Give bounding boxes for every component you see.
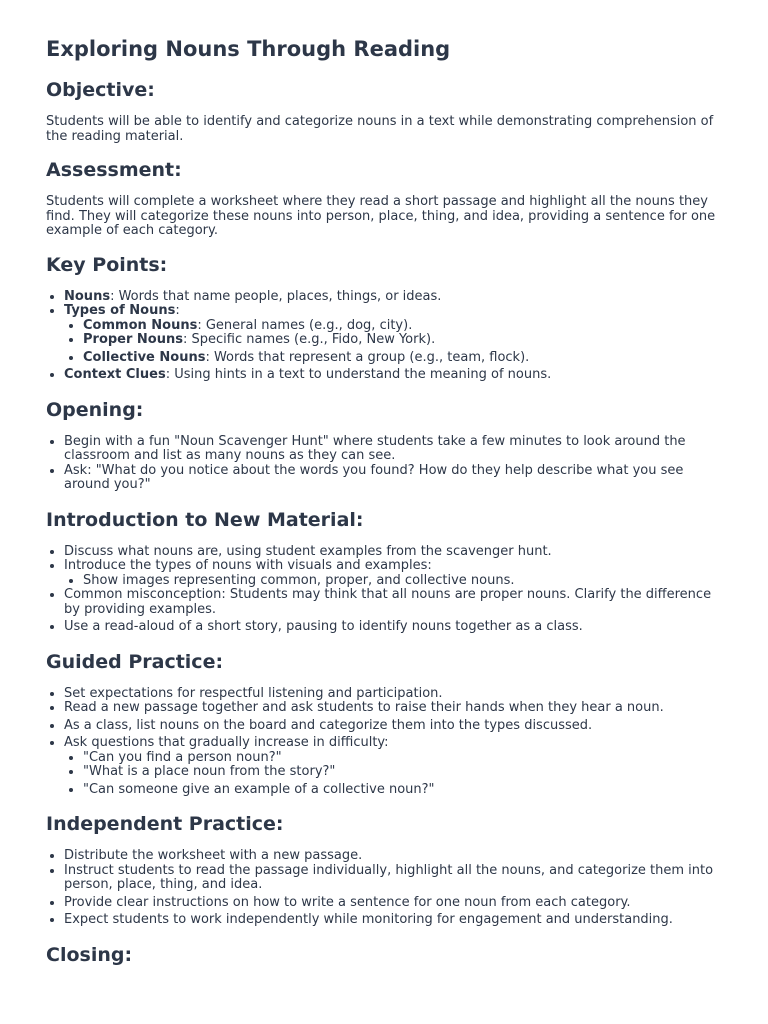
list-item-text: Ask questions that gradually increase in difficulty: [64,735,389,750]
term: Common Nouns [83,317,198,333]
term: Collective Nouns [83,349,206,365]
introduction-sublist [64,574,722,589]
list-item: • Instruct students to read the passage individually, highlight all the nouns, and categorize them into person, place, thing, and idea. [64,864,722,893]
list-item: • "Can you find a person noun?" [83,751,722,766]
term: Context Clues [64,367,166,382]
definition: : Words that represent a group (e.g., team, flock). [205,349,530,365]
list-item: • Use a read-aloud of a short story, pausing to identify nouns together as a class. [64,620,722,635]
list-item [83,319,722,334]
definition: : Using hints in a text to understand the meaning of nouns. [165,367,552,382]
term: Types of Nouns [64,303,176,318]
list-item: • Provide clear instructions on how to write a sentence for one noun from each category. [64,896,722,911]
list-item: • Set expectations for respectful listening and participation. [64,687,722,702]
key-points-list [46,290,722,383]
list-item: • Begin with a fun "Noun Scavenger Hunt" where students take a few minutes to look around the classroom and list as many nouns as they can see. [64,435,722,464]
list-item [83,351,722,366]
list-item: • Distribute the worksheet with a new passage. [64,849,722,864]
list-item: • Read a new passage together and ask students to raise their hands when they hear a noun. [64,701,722,716]
key-points-heading: Key Points: [46,253,168,276]
definition: : Words that name people, places, things, or ideas. [110,288,442,304]
term: Nouns [64,288,111,304]
list-item: • Discuss what nouns are, using student examples from the scavenger hunt. [64,545,722,560]
definition: : Specific names (e.g., Fido, New York). [183,332,436,347]
list-item [64,368,722,383]
list-item: • "What is a place noun from the story?" [83,765,722,780]
assessment-heading: Assessment: [46,159,182,181]
closing-heading: Closing: [46,943,133,966]
list-item-text: Introduce the types of nouns with visuals and examples: [64,558,432,573]
list-item: • Expect students to work independently while monitoring for engagement and understanding. [64,913,722,928]
independent-practice-heading: Independent Practice: [46,813,284,835]
list-item [64,304,722,365]
list-item [83,333,722,348]
objective-heading: Objective: [46,79,155,101]
opening-list [46,435,722,493]
list-item [64,559,722,588]
page-title: Exploring Nouns Through Reading [46,37,451,61]
term: Proper Nouns [83,332,183,347]
definition: : General names (e.g., dog, city). [197,317,413,333]
noun-types-sublist [64,319,722,366]
list-item [64,736,722,797]
list-item: • As a class, list nouns on the board and categorize them into the types discussed. [64,719,722,734]
introduction-list [46,545,722,635]
list-item: • Ask: "What do you notice about the words you found? How do they help describe what you see around you?" [64,464,722,493]
list-item [64,290,722,305]
assessment-text: Students will complete a worksheet where they read a short passage and highlight all the nouns they find. They will categorize these nouns into person, place, thing, and idea, providing a sentence for one example of each category. [46,194,716,238]
guided-practice-heading: Guided Practice: [46,650,224,673]
guided-questions-sublist [64,751,722,798]
introduction-heading: Introduction to New Material: [46,508,364,531]
opening-heading: Opening: [46,398,144,421]
guided-practice-list [46,687,722,798]
objective-text: Students will be able to identify and categorize nouns in a text while demonstrating comprehension of the reading material. [46,114,714,144]
definition: : [175,303,180,318]
list-item: • Show images representing common, proper, and collective nouns. [83,574,722,589]
list-item: • "Can someone give an example of a collective noun?" [83,783,722,798]
list-item: • Common misconception: Students may think that all nouns are proper nouns. Clarify the difference by providing examples. [64,588,722,617]
independent-practice-list [46,849,722,928]
